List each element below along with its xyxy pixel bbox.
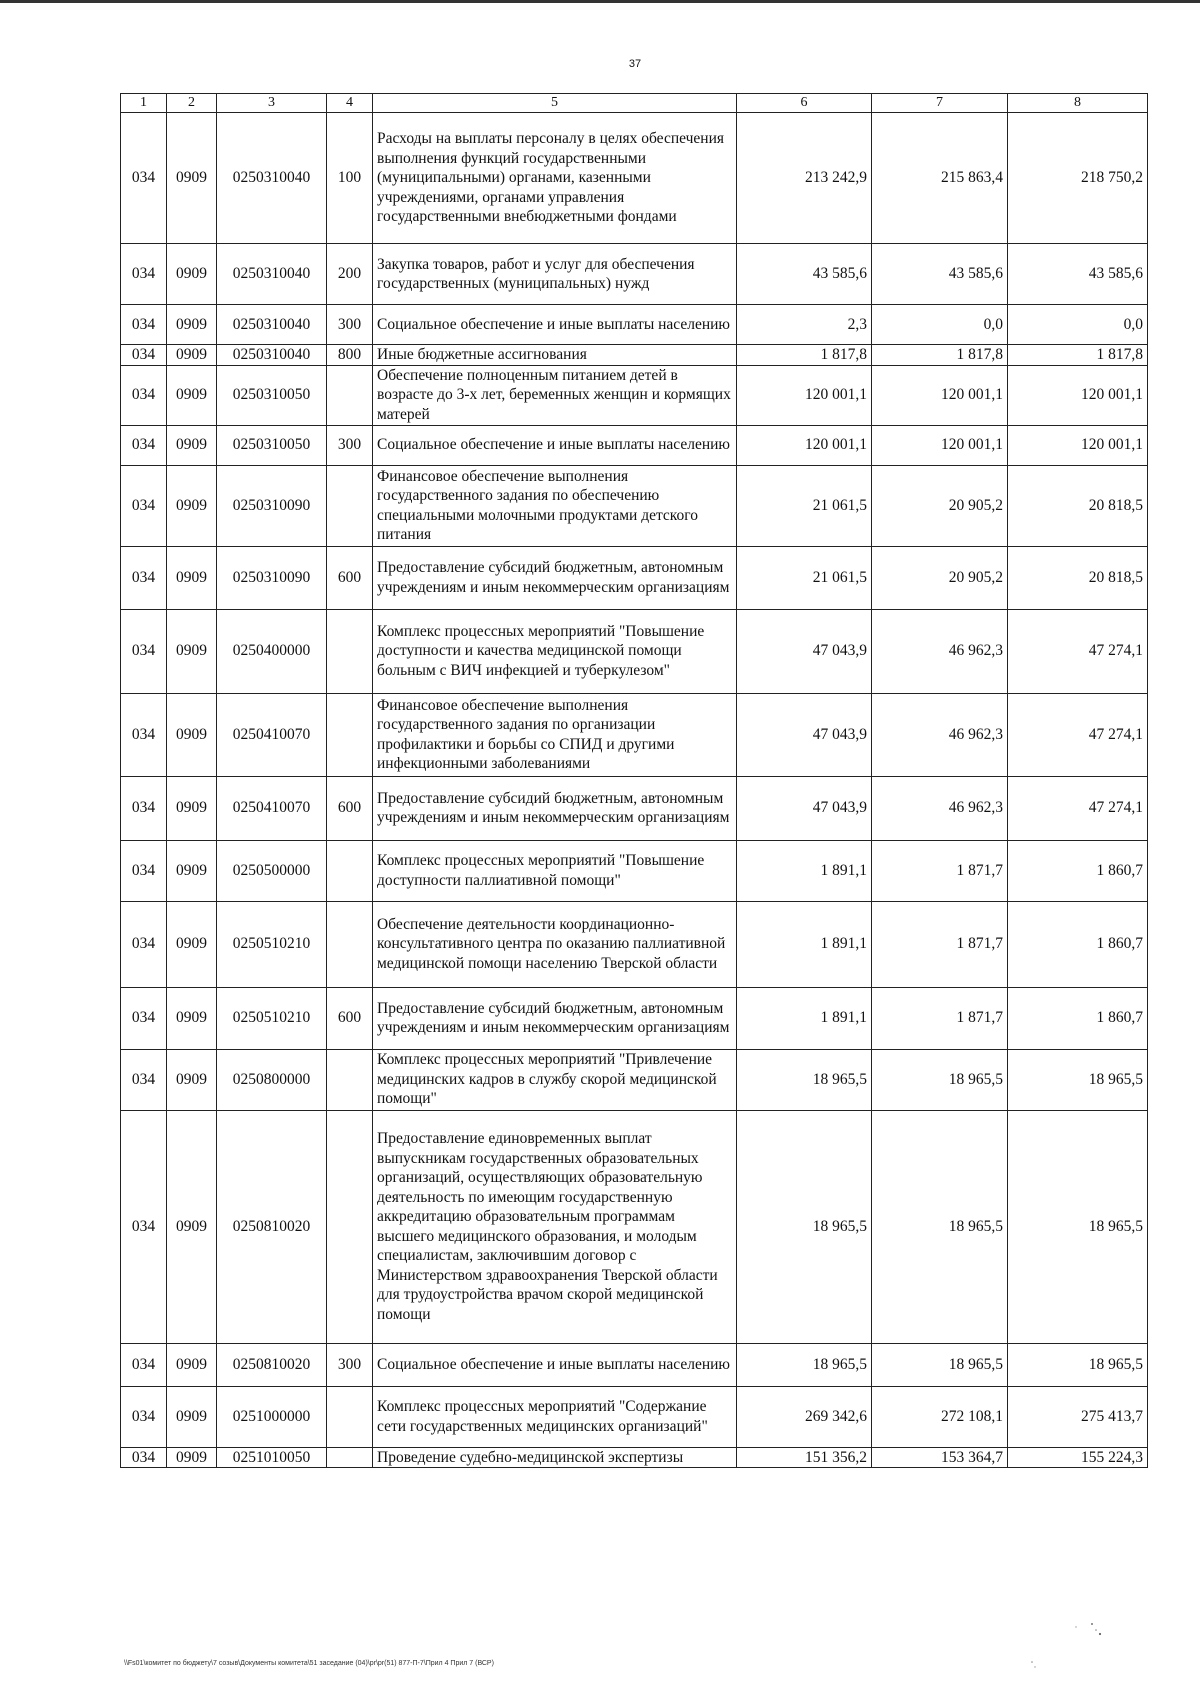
amount-year-3: 155 224,3 xyxy=(1008,1447,1148,1468)
column-number-row xyxy=(121,94,1148,113)
admin-code: 034 xyxy=(121,1386,167,1447)
admin-code: 034 xyxy=(121,901,167,987)
table-row xyxy=(121,840,1148,901)
table-row xyxy=(121,365,1148,425)
item-name: Социальное обеспечение и иные выплаты населению xyxy=(373,1343,737,1386)
amount-year-3: 275 413,7 xyxy=(1008,1386,1148,1447)
amount-year-2: 20 905,2 xyxy=(872,465,1008,546)
expense-type-code: 600 xyxy=(327,546,373,609)
expense-type-code: 800 xyxy=(327,345,373,366)
amount-year-3: 1 860,7 xyxy=(1008,840,1148,901)
item-name: Обеспечение полноценным питанием детей в возрасте до 3-х лет, беременных женщин и кормящих матерей xyxy=(373,365,737,425)
table-row xyxy=(121,113,1148,244)
target-article-code: 0250410070 xyxy=(217,776,327,840)
table-row xyxy=(121,1447,1148,1468)
item-name: Финансовое обеспечение выполнения государственного задания по обеспечению специальными молочными продуктами детского питания xyxy=(373,465,737,546)
table-row xyxy=(121,1386,1148,1447)
item-name: Предоставление субсидий бюджетным, автономным учреждениям и иным некоммерческим организациям xyxy=(373,987,737,1049)
target-article-code: 0250310040 xyxy=(217,305,327,345)
table-row xyxy=(121,609,1148,693)
expense-type-code: 300 xyxy=(327,1343,373,1386)
expense-type-code xyxy=(327,465,373,546)
amount-year-1: 47 043,9 xyxy=(737,776,872,840)
table-row xyxy=(121,345,1148,366)
amount-year-1: 47 043,9 xyxy=(737,693,872,776)
table-row xyxy=(121,901,1148,987)
page-number: 37 xyxy=(628,58,642,70)
section-code: 0909 xyxy=(167,305,217,345)
admin-code: 034 xyxy=(121,546,167,609)
column-header: 1 xyxy=(121,94,167,113)
amount-year-2: 46 962,3 xyxy=(872,609,1008,693)
amount-year-3: 20 818,5 xyxy=(1008,546,1148,609)
admin-code: 034 xyxy=(121,987,167,1049)
amount-year-3: 1 860,7 xyxy=(1008,901,1148,987)
item-name: Комплекс процессных мероприятий "Повышение доступности паллиативной помощи" xyxy=(373,840,737,901)
admin-code: 034 xyxy=(121,776,167,840)
expense-type-code xyxy=(327,901,373,987)
expense-type-code xyxy=(327,1386,373,1447)
column-header: 4 xyxy=(327,94,373,113)
scan-specks xyxy=(1020,1610,1120,1690)
target-article-code: 0250310090 xyxy=(217,546,327,609)
expense-type-code: 300 xyxy=(327,425,373,465)
admin-code: 034 xyxy=(121,1110,167,1343)
table-row xyxy=(121,1110,1148,1343)
amount-year-2: 20 905,2 xyxy=(872,546,1008,609)
amount-year-1: 1 891,1 xyxy=(737,840,872,901)
expense-type-code: 200 xyxy=(327,244,373,305)
amount-year-1: 21 061,5 xyxy=(737,546,872,609)
item-name: Предоставление единовременных выплат выпускникам государственных образовательных организаций, осуществляющих образовательную деятельность по имеющим государственную аккредитацию образовательным программам высшего медицинского образования, и молодым специалистам, заключившим договор с Министерством здравоохранения Тверской области для трудоустройства врачом скорой медицинской помощи xyxy=(373,1110,737,1343)
table-row xyxy=(121,305,1148,345)
section-code: 0909 xyxy=(167,609,217,693)
amount-year-2: 120 001,1 xyxy=(872,365,1008,425)
section-code: 0909 xyxy=(167,776,217,840)
target-article-code: 0250310050 xyxy=(217,425,327,465)
amount-year-2: 46 962,3 xyxy=(872,776,1008,840)
amount-year-2: 215 863,4 xyxy=(872,113,1008,244)
amount-year-2: 1 871,7 xyxy=(872,987,1008,1049)
column-header: 7 xyxy=(872,94,1008,113)
table-row xyxy=(121,244,1148,305)
target-article-code: 0251000000 xyxy=(217,1386,327,1447)
admin-code: 034 xyxy=(121,244,167,305)
amount-year-1: 1 891,1 xyxy=(737,901,872,987)
amount-year-1: 120 001,1 xyxy=(737,365,872,425)
section-code: 0909 xyxy=(167,1447,217,1468)
section-code: 0909 xyxy=(167,345,217,366)
section-code: 0909 xyxy=(167,425,217,465)
expense-type-code: 300 xyxy=(327,305,373,345)
section-code: 0909 xyxy=(167,1110,217,1343)
target-article-code: 0250810020 xyxy=(217,1110,327,1343)
expense-type-code xyxy=(327,1049,373,1110)
amount-year-2: 1 871,7 xyxy=(872,840,1008,901)
amount-year-1: 120 001,1 xyxy=(737,425,872,465)
target-article-code: 0250810020 xyxy=(217,1343,327,1386)
target-article-code: 0250310040 xyxy=(217,244,327,305)
admin-code: 034 xyxy=(121,693,167,776)
item-name: Предоставление субсидий бюджетным, автономным учреждениям и иным некоммерческим организациям xyxy=(373,546,737,609)
amount-year-1: 1 817,8 xyxy=(737,345,872,366)
expense-type-code: 100 xyxy=(327,113,373,244)
amount-year-2: 18 965,5 xyxy=(872,1110,1008,1343)
amount-year-2: 0,0 xyxy=(872,305,1008,345)
admin-code: 034 xyxy=(121,425,167,465)
amount-year-1: 47 043,9 xyxy=(737,609,872,693)
column-header: 5 xyxy=(373,94,737,113)
amount-year-2: 1 871,7 xyxy=(872,901,1008,987)
target-article-code: 0250510210 xyxy=(217,901,327,987)
target-article-code: 0250800000 xyxy=(217,1049,327,1110)
expense-type-code xyxy=(327,609,373,693)
expense-type-code xyxy=(327,1447,373,1468)
table-row xyxy=(121,1049,1148,1110)
amount-year-3: 120 001,1 xyxy=(1008,365,1148,425)
amount-year-1: 213 242,9 xyxy=(737,113,872,244)
amount-year-3: 18 965,5 xyxy=(1008,1049,1148,1110)
amount-year-2: 1 817,8 xyxy=(872,345,1008,366)
amount-year-3: 47 274,1 xyxy=(1008,693,1148,776)
amount-year-2: 272 108,1 xyxy=(872,1386,1008,1447)
admin-code: 034 xyxy=(121,305,167,345)
section-code: 0909 xyxy=(167,1386,217,1447)
item-name: Социальное обеспечение и иные выплаты населению xyxy=(373,305,737,345)
amount-year-1: 18 965,5 xyxy=(737,1049,872,1110)
item-name: Обеспечение деятельности координационно-консультативного центра по оказанию паллиативной медицинской помощи населению Тверской области xyxy=(373,901,737,987)
amount-year-3: 218 750,2 xyxy=(1008,113,1148,244)
amount-year-3: 1 860,7 xyxy=(1008,987,1148,1049)
amount-year-1: 1 891,1 xyxy=(737,987,872,1049)
section-code: 0909 xyxy=(167,840,217,901)
amount-year-1: 43 585,6 xyxy=(737,244,872,305)
admin-code: 034 xyxy=(121,609,167,693)
target-article-code: 0250510210 xyxy=(217,987,327,1049)
section-code: 0909 xyxy=(167,465,217,546)
amount-year-2: 153 364,7 xyxy=(872,1447,1008,1468)
table-row xyxy=(121,693,1148,776)
column-header: 6 xyxy=(737,94,872,113)
footer-file-path: \\Fs01\комитет по бюджету\7 созыв\Документы комитета\51 заседание (04)\pr\pr(51) 877-П-7\Прил 4 Прил 7 (ВСР) xyxy=(124,1660,494,1667)
section-code: 0909 xyxy=(167,1343,217,1386)
page-top-border xyxy=(0,0,1200,3)
section-code: 0909 xyxy=(167,1049,217,1110)
admin-code: 034 xyxy=(121,465,167,546)
admin-code: 034 xyxy=(121,1343,167,1386)
target-article-code: 0250310050 xyxy=(217,365,327,425)
table-row xyxy=(121,776,1148,840)
item-name: Закупка товаров, работ и услуг для обеспечения государственных (муниципальных) нужд xyxy=(373,244,737,305)
admin-code: 034 xyxy=(121,1447,167,1468)
section-code: 0909 xyxy=(167,987,217,1049)
table-row xyxy=(121,546,1148,609)
item-name: Иные бюджетные ассигнования xyxy=(373,345,737,366)
expense-type-code xyxy=(327,1110,373,1343)
target-article-code: 0250500000 xyxy=(217,840,327,901)
amount-year-3: 18 965,5 xyxy=(1008,1343,1148,1386)
item-name: Комплекс процессных мероприятий "Содержание сети государственных медицинских организаций" xyxy=(373,1386,737,1447)
target-article-code: 0250310040 xyxy=(217,345,327,366)
table-row xyxy=(121,1343,1148,1386)
amount-year-2: 18 965,5 xyxy=(872,1049,1008,1110)
table-row xyxy=(121,987,1148,1049)
amount-year-3: 20 818,5 xyxy=(1008,465,1148,546)
expense-type-code xyxy=(327,365,373,425)
amount-year-2: 120 001,1 xyxy=(872,425,1008,465)
section-code: 0909 xyxy=(167,113,217,244)
item-name: Социальное обеспечение и иные выплаты населению xyxy=(373,425,737,465)
admin-code: 034 xyxy=(121,345,167,366)
amount-year-2: 43 585,6 xyxy=(872,244,1008,305)
item-name: Предоставление субсидий бюджетным, автономным учреждениям и иным некоммерческим организациям xyxy=(373,776,737,840)
item-name: Комплекс процессных мероприятий "Повышение доступности и качества медицинской помощи больным с ВИЧ инфекцией и туберкулезом" xyxy=(373,609,737,693)
amount-year-1: 18 965,5 xyxy=(737,1343,872,1386)
amount-year-3: 1 817,8 xyxy=(1008,345,1148,366)
admin-code: 034 xyxy=(121,840,167,901)
amount-year-1: 18 965,5 xyxy=(737,1110,872,1343)
admin-code: 034 xyxy=(121,1049,167,1110)
target-article-code: 0250310040 xyxy=(217,113,327,244)
table-row xyxy=(121,425,1148,465)
section-code: 0909 xyxy=(167,244,217,305)
expense-type-code xyxy=(327,693,373,776)
target-article-code: 0250310090 xyxy=(217,465,327,546)
section-code: 0909 xyxy=(167,365,217,425)
expense-type-code xyxy=(327,840,373,901)
budget-table xyxy=(120,93,1148,1468)
target-article-code: 0250400000 xyxy=(217,609,327,693)
amount-year-2: 18 965,5 xyxy=(872,1343,1008,1386)
amount-year-3: 18 965,5 xyxy=(1008,1110,1148,1343)
table-row xyxy=(121,465,1148,546)
amount-year-3: 43 585,6 xyxy=(1008,244,1148,305)
amount-year-1: 21 061,5 xyxy=(737,465,872,546)
amount-year-3: 47 274,1 xyxy=(1008,776,1148,840)
expense-type-code: 600 xyxy=(327,776,373,840)
admin-code: 034 xyxy=(121,113,167,244)
target-article-code: 0250410070 xyxy=(217,693,327,776)
section-code: 0909 xyxy=(167,901,217,987)
admin-code: 034 xyxy=(121,365,167,425)
amount-year-3: 0,0 xyxy=(1008,305,1148,345)
item-name: Расходы на выплаты персоналу в целях обеспечения выполнения функций государственными (муниципальными) органами, казенными учреждениями, органами управления государственными внебюджетными фондами xyxy=(373,113,737,244)
amount-year-1: 269 342,6 xyxy=(737,1386,872,1447)
amount-year-1: 151 356,2 xyxy=(737,1447,872,1468)
item-name: Комплекс процессных мероприятий "Привлечение медицинских кадров в службу скорой медицинской помощи" xyxy=(373,1049,737,1110)
amount-year-3: 47 274,1 xyxy=(1008,609,1148,693)
amount-year-3: 120 001,1 xyxy=(1008,425,1148,465)
section-code: 0909 xyxy=(167,693,217,776)
target-article-code: 0251010050 xyxy=(217,1447,327,1468)
section-code: 0909 xyxy=(167,546,217,609)
amount-year-1: 2,3 xyxy=(737,305,872,345)
amount-year-2: 46 962,3 xyxy=(872,693,1008,776)
item-name: Финансовое обеспечение выполнения государственного задания по организации профилактики и борьбы со СПИД и другими инфекционными заболеваниями xyxy=(373,693,737,776)
column-header: 8 xyxy=(1008,94,1148,113)
item-name: Проведение судебно-медицинской экспертизы xyxy=(373,1447,737,1468)
expense-type-code: 600 xyxy=(327,987,373,1049)
column-header: 3 xyxy=(217,94,327,113)
column-header: 2 xyxy=(167,94,217,113)
